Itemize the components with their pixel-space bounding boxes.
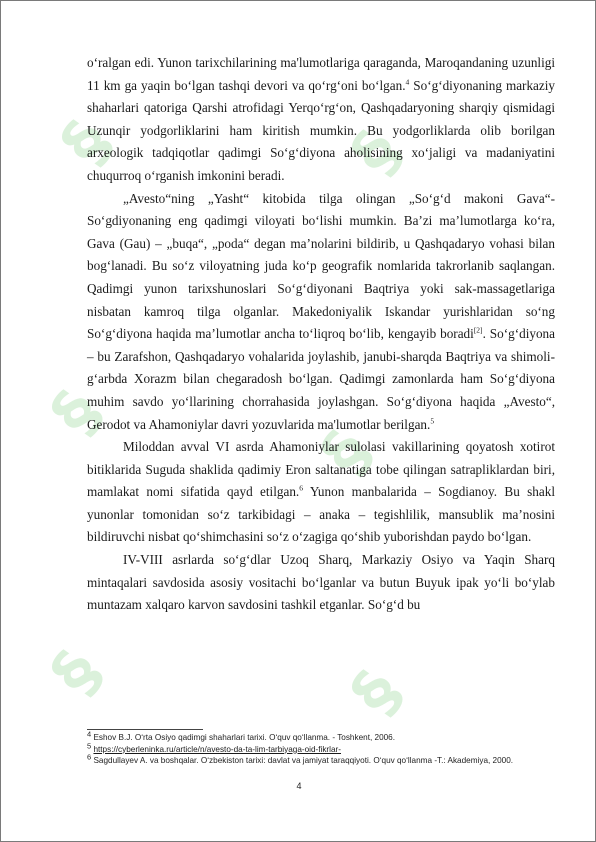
footnote: $^5$ https://cyberleninka.ru/article/n/avesto-da-ta-lim-tarbiyaga-oid-fikrlar-	[87, 740, 341, 754]
watermark-logo: §	[37, 638, 117, 708]
footnote-ref[interactable]: 5	[430, 416, 435, 426]
body-text	[87, 52, 555, 617]
paragraph: Miloddan avval VI asrda Ahamoniylar sulolasi vakillarining qoyatosh xotirot bitiklarida Suguda shaklida qadimiy Eron saltanatiga tobe qilingan satrapliklardan biri, mamlakat nomi sifatida qayd etilgan.$^6$ Yunon manbalarida – Sogdianoy. Bu shakl yunonlar tomonidan soʻz tarkibidagi – anaka – tegishlilik, mansublik maʼnosini bildiruvchi nisbat qoʻshimchasini soʻz oʻzagiga qoʻshib yuborishdan paydo boʻlgan.	[87, 439, 555, 545]
footnote: $^6$ Sagdullayev A. va boshqalar. Oʻzbekiston tarixi: davlat va jamiyat taraqqiyoti. Oʻquv qoʻllanma -T.: Akademiya, 2000.	[87, 752, 514, 766]
footnote-separator	[87, 729, 203, 730]
watermark-logo: §	[307, 418, 387, 488]
footnote-link[interactable]: https://cyberleninka.ru/article/n/avesto-da-ta-lim-tarbiyaga-oid-fikrlar-	[93, 744, 341, 754]
footnote: $^4$ Eshov B.J. Oʻrta Osiyo qadimgi shaharlari tarixi. Oʻquv qoʻllanma. - Toshkent, 2006.	[87, 729, 396, 742]
footnote-ref[interactable]: [2]	[473, 325, 483, 335]
watermark-logo: §	[37, 378, 117, 448]
footnotes	[87, 729, 555, 767]
footnote-ref[interactable]: 4	[405, 77, 410, 87]
paragraph: oʻralgan edi. Yunon tarixchilarining ma'lumotlariga qaraganda, Maroqandaning uzunligi 11 km ga yaqin boʻlgan tashqi devori va qoʻrgʻoni boʻlgan.$^4$ Soʻgʻdiyonaning markaziy shaharlari qatoriga Qarshi atrofidagi Yerqoʻrgʻon, Qashqadaryoning sharqiy qismidagi Uzunqir yodgorliklarini ham kiritish mumkin. Bu yodgorliklarda olib borilgan arxeologik tadqiqotlar qadimgi Soʻgʻdiyona aholisining xoʻjaligi va madaniyatini chuqurroq oʻrganish imkonini beradi.	[87, 55, 555, 183]
watermark-logo: §	[47, 108, 127, 178]
watermark-logo: §	[337, 118, 417, 188]
footnote-ref[interactable]: 6	[299, 483, 303, 493]
watermark-logo: §	[337, 658, 417, 728]
paragraph: „Avesto“ning „Yasht“ kitobida tilga olingan „Soʻgʻd makoni Gava“-Soʻgdiyonaning eng qadimgi viloyati boʻlishi mumkin. Baʼzi maʼlumotlarga koʻra, Gava (Gau) – „buqa“, „poda“ degan maʼnolarini bildirib, u Qashqadaryo vohasi bilan bogʻlanadi. Bu soʻz viloyatning juda koʻp geografik nomlarida takrorlanib saqlangan. Qadimgi yunon tarixshunoslari Soʻgʻdiyonani Baqtriya yoki sak-massagetlariga nisbatan kamroq tilga olganlar. Makedoniyalik Iskandar yurishlaridan soʻng Soʻgʻdiyona haqida maʼlumotlar ancha toʻliqroq boʻlib, kengayib boradi[2]. Soʻgʻdiyona – bu Zarafshon, Qashqadaryo vohalarida joylashib, janubi-sharqda Baqtriya va shimoli-gʻarbda Xorazm bilan chegaradosh boʻlgan. Qadimgi zamonlarda ham Soʻgʻdiyona muhim savdo yoʻllarining chorrahasida joylashgan. Soʻgʻdiyona haqida „Avesto“, Gerodot va Ahamoniylar davri yozuvlarida ma'lumotlar berilgan.$^5$	[87, 190, 555, 432]
paragraph: IV-VIII asrlarda soʻgʻdlar Uzoq Sharq, Markaziy Osiyo va Yaqin Sharq mintaqalari savdosida asosiy vositachi boʻlganlar va butun Buyuk ipak yoʻli boʻylab muntazam xalqaro karvon savdosini tashkil etganlar. Soʻgʻd bu	[87, 552, 555, 613]
page-number: 4	[296, 781, 302, 791]
